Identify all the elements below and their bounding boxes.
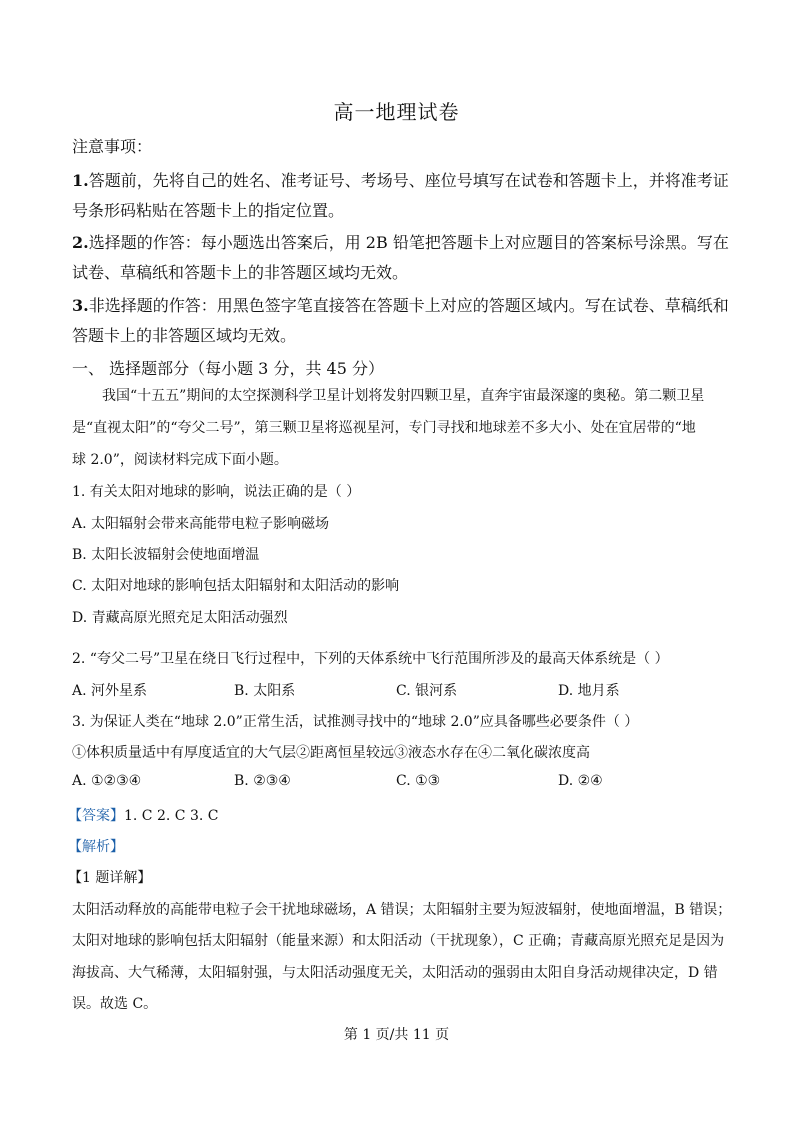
- detail-tag: 【1 题详解】: [68, 870, 152, 886]
- notice-item-3-line-2: 答题卡上的非答题区域均无效。: [72, 326, 297, 345]
- question-2-stem: 2. “夸父二号”卫星在绕日飞行过程中，下列的天体系统中飞行范围所涉及的最高天体系统是（ ）: [72, 651, 669, 667]
- question-2-option-c: C. 银河系: [396, 683, 458, 699]
- question-3-conditions: ①体积质量适中有厚度适宜的大气层②距离恒星较远③液态水存在④二氧化碳浓度高: [72, 745, 590, 761]
- notice-item-1-line-1: 1.答题前，先将自己的姓名、准考证号、考场号、座位号填写在试卷和答题卡上，并将准考证: [72, 171, 729, 190]
- question-3-stem: 3. 为保证人类在“地球 2.0”正常生活，试推测寻找中的“地球 2.0”应具备哪些必要条件（ ）: [72, 714, 639, 730]
- question-3-option-d: D. ②④: [558, 773, 603, 789]
- passage-line-2: 是“直视太阳”的“夸父二号”，第三颗卫星将巡视星河，专门寻找和地球差不多大小、处在宜居带的“地: [72, 420, 696, 436]
- page-title: 高一地理试卷: [333, 100, 460, 124]
- question-1-option-b: B. 太阳长波辐射会使地面增温: [72, 547, 260, 563]
- answer-line: [68, 805, 218, 825]
- question-2-option-b: B. 太阳系: [234, 683, 296, 699]
- question-3-option-c: C. ①③: [396, 773, 441, 789]
- passage-line-1: 我国“十五五”期间的太空探测科学卫星计划将发射四颗卫星，直奔宇宙最深邃的奥秘。第二颗卫星: [102, 388, 705, 404]
- question-1-option-d: D. 青藏高原光照充足太阳活动强烈: [72, 610, 288, 626]
- explanation-line-2: 太阳对地球的影响包括太阳辐射（能量来源）和太阳活动（干扰现象），C 正确；青藏高原光照充足是因为: [72, 933, 725, 949]
- notice-heading: 注意事项：: [72, 137, 153, 156]
- explanation-line-4: 误。故选 C。: [72, 996, 158, 1012]
- analysis-tag: 【解析】: [68, 839, 124, 855]
- explanation-line-3: 海拔高、大气稀薄，太阳辐射强，与太阳活动强度无关，太阳活动的强弱由太阳自身活动规律决定，D 错: [72, 965, 718, 981]
- notice-item-2-line-2: 试卷、草稿纸和答题卡上的非答题区域均无效。: [72, 263, 409, 282]
- page-footer: 第 1 页/共 11 页: [343, 1027, 450, 1043]
- question-1-option-c: C. 太阳对地球的影响包括太阳辐射和太阳活动的影响: [72, 578, 400, 594]
- notice-item-2-line-1: 2.选择题的作答：每小题选出答案后，用 2B 铅笔把答题卡上对应题目的答案标号涂黑。写在: [72, 233, 729, 252]
- section-heading: 一、 选择题部分（每小题 3 分，共 45 分）: [72, 359, 384, 378]
- passage-line-3: 球 2.0”，阅读材料完成下面小题。: [72, 452, 288, 468]
- notice-item-1-line-2: 号条形码粘贴在答题卡上的指定位置。: [72, 201, 345, 220]
- question-1-stem: 1. 有关太阳对地球的影响，说法正确的是（ ）: [72, 484, 361, 500]
- question-2-option-d: D. 地月系: [558, 683, 620, 699]
- answer-values: 1. C 2. C 3. C: [124, 808, 219, 824]
- question-3-option-a: A. ①②③④: [72, 773, 142, 789]
- question-2-option-a: A. 河外星系: [72, 683, 148, 699]
- notice-item-3-line-1: 3.非选择题的作答：用黑色签字笔直接答在答题卡上对应的答题区域内。写在试卷、草稿纸和: [72, 296, 729, 315]
- question-1-option-a: A. 太阳辐射会带来高能带电粒子影响磁场: [72, 516, 330, 532]
- answer-tag: 【答案】: [68, 808, 124, 824]
- explanation-line-1: 太阳活动释放的高能带电粒子会干扰地球磁场，A 错误；太阳辐射主要为短波辐射，使地面增温，B 错误；: [72, 902, 732, 918]
- question-3-option-b: B. ②③④: [234, 773, 291, 789]
